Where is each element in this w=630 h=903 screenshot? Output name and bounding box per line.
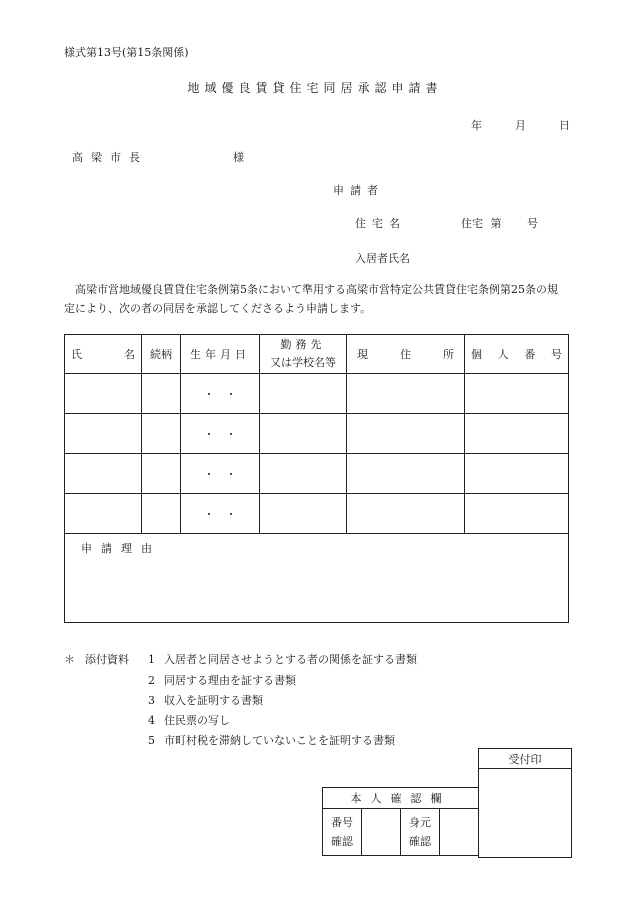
- attachment-item: 1 入居者と同居させようとする者の関係を証する書類: [148, 653, 417, 666]
- header-relation: 続柄: [142, 335, 181, 374]
- cohabitant-table: [64, 334, 569, 623]
- table-row: [65, 374, 569, 414]
- asterisk-mark: ＊: [64, 653, 75, 666]
- reason-label: 申請理由: [81, 542, 161, 555]
- date-day: 日: [559, 119, 570, 132]
- cell-birthdate[interactable]: ・ ・: [181, 494, 260, 534]
- cell-workplace[interactable]: [260, 494, 347, 534]
- attachment-item: 3 収入を証明する書類: [148, 694, 263, 707]
- attachments-label: 添付資料: [85, 653, 129, 666]
- receipt-stamp-area[interactable]: [479, 769, 572, 858]
- attachment-item: 5 市町村税を滞納していないことを証明する書類: [148, 734, 395, 747]
- addressee-name: 高梁市長: [72, 151, 148, 164]
- cell-address[interactable]: [347, 374, 465, 414]
- attachment-item: 2 同居する理由を証する書類: [148, 674, 296, 687]
- cell-address[interactable]: [347, 494, 465, 534]
- cell-personal-number[interactable]: [465, 454, 569, 494]
- date-month: 月: [515, 119, 526, 132]
- cell-address[interactable]: [347, 454, 465, 494]
- identity-check-label: 身元 確認: [401, 809, 440, 856]
- cell-relation[interactable]: [142, 414, 181, 454]
- cell-birthdate[interactable]: ・ ・: [181, 374, 260, 414]
- header-name: 氏 名: [65, 335, 142, 374]
- header-birthdate: 生年月日: [181, 335, 260, 374]
- cell-personal-number[interactable]: [465, 414, 569, 454]
- cell-personal-number[interactable]: [465, 494, 569, 534]
- cell-relation[interactable]: [142, 494, 181, 534]
- cell-workplace[interactable]: [260, 374, 347, 414]
- cell-relation[interactable]: [142, 374, 181, 414]
- housing-number-label: [461, 215, 538, 231]
- cell-workplace[interactable]: [260, 414, 347, 454]
- form-number: 様式第13号(第15条関係): [64, 46, 189, 59]
- housing-dai: 第: [490, 217, 502, 230]
- identity-check-field[interactable]: [440, 809, 479, 856]
- cell-name[interactable]: [65, 494, 142, 534]
- resident-name-label: 入居者氏名: [355, 252, 410, 265]
- cell-workplace[interactable]: [260, 454, 347, 494]
- cell-address[interactable]: [347, 414, 465, 454]
- receipt-label: 受付印: [479, 749, 572, 769]
- attachment-item: 4 住民票の写し: [148, 714, 230, 727]
- date-year: 年: [471, 119, 482, 132]
- addressee-honorific: 様: [233, 151, 244, 164]
- header-address: 現 住 所: [347, 335, 465, 374]
- application-body-text: 高梁市営地域優良賃貸住宅条例第5条において準用する高梁市営特定公共賃貸住宅条例第25条の規定により、次の者の同居を承認してくださるよう申請します。: [64, 283, 558, 315]
- header-personal-number: 個 人 番 号: [465, 335, 569, 374]
- cell-name[interactable]: [65, 454, 142, 494]
- identity-check-title: 本人確認欄: [323, 788, 479, 809]
- header-workplace: 勤務先 又は学校名等: [260, 335, 347, 374]
- table-row: [65, 454, 569, 494]
- cell-birthdate[interactable]: ・ ・: [181, 454, 260, 494]
- housing-go: 号: [527, 217, 538, 230]
- housing-label: 住宅: [461, 217, 483, 230]
- cell-relation[interactable]: [142, 454, 181, 494]
- reason-field[interactable]: [65, 534, 569, 623]
- number-check-field[interactable]: [362, 809, 401, 856]
- table-row: [65, 494, 569, 534]
- receipt-stamp-box: [478, 748, 572, 858]
- identity-check-box: [322, 787, 479, 856]
- housing-name-label: 住宅名: [355, 217, 406, 230]
- cell-birthdate[interactable]: ・ ・: [181, 414, 260, 454]
- applicant-label: 申請者: [333, 184, 384, 197]
- cell-personal-number[interactable]: [465, 374, 569, 414]
- cell-name[interactable]: [65, 414, 142, 454]
- document-title: 地域優良賃貸住宅同居承認申請書: [187, 81, 443, 95]
- table-row: [65, 414, 569, 454]
- number-check-label: 番号 確認: [323, 809, 362, 856]
- cell-name[interactable]: [65, 374, 142, 414]
